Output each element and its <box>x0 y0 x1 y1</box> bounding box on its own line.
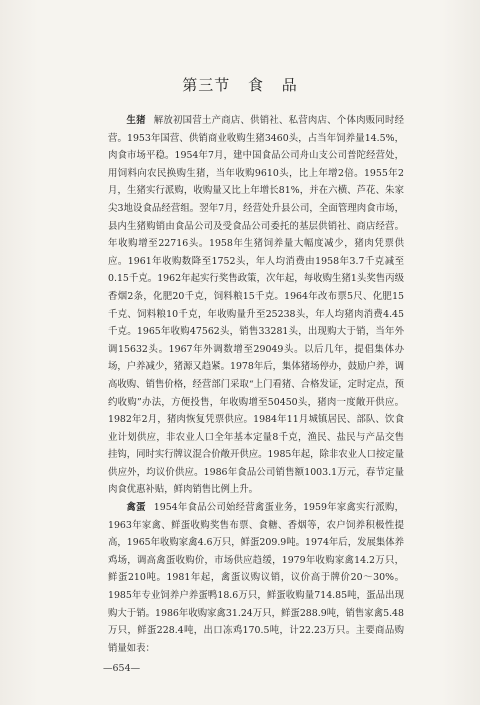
page-number: —654— <box>103 663 141 674</box>
section-title <box>0 74 480 95</box>
paragraph-lead-pigs: 生猪 <box>126 115 146 126</box>
paragraph-lead-poultry-eggs: 禽蛋 <box>126 502 146 514</box>
section-title-number: 第三节 <box>182 76 231 94</box>
paragraph-text-poultry-eggs: 1954年食品公司始经营禽蛋业务，1959年家禽实行派购，1963年家禽、鲜蛋收购奖售布票、食糖、香烟等，农户饲养积极性提高，1965年收购家禽4.6万只，鲜蛋209.9吨。1974年后，发展集体养鸡场，调高禽蛋收购价，市场供应趋缓，1979年收购家禽14.2万只，鲜蛋210吨。1981年起，禽蛋议购议销，议价高于牌价20～30%。1985年专业饲养户养蛋鸭18.6万只，鲜蛋收购量714.85吨，蛋品出现购大于销。1986年收购家禽31.24万只，鲜蛋288.9吨，销售家禽5.48万只，鲜蛋228.4吨，出口冻鸡170.5吨，计22.23万只。主要商品购销量如表： <box>108 502 404 654</box>
section-title-word-1: 食 <box>247 76 264 94</box>
body-text <box>108 112 404 657</box>
section-title-word-2: 品 <box>281 76 298 94</box>
paragraph-text-pigs: 解放初国营土产商店、供销社、私营肉店、个体肉贩同时经营。1953年国营、供销商业收购生猪3460头，占当年饲养量14.5%，肉食市场平稳。1954年7月，建中国食品公司舟山支公司普陀经营处，用饲料向农民换购生猪，当年收购9610头，比上年增2倍。1955年2月，生猪实行派购，收购量又比上年增长81%，并在六横、芦花、朱家尖3地设食品经营组。翌年7月，经营处升县公司，全面管理肉食市场，县内生猪购销由食品公司及受食品公司委托的基层供销社、商店经营。年收购增至22716头。1958年生猪饲养量大幅度减少，猪肉凭票供应。1961年收购数降至1752头，年人均消费由1958年3.7千克减至0.15千克。1962年起实行奖售政策，次年起，每收购生猪1头奖售丙级香烟2条，化肥20千克，饲料粮15千克。1964年改布票5尺、化肥15千克、饲料粮10千克，年收购量升至25238头，年人均猪肉消费4.45千克。1965年收购47562头，销售33281头，出现购大于销，当年外调15632头。1967年外调数增至29049头。以后几年，提倡集体办场，户养减少，猪源又趋紧。1978年后，集体猪场停办，鼓励户养，调高收购、销售价格，经营部门采取“上门看猪、合格发证，定时定点，预约收购”办法，方便投售，年收购增至50450头，猪肉一度敞开供应。1982年2月，猪肉恢复凭票供应。1984年11月城镇居民、部队、饮食业计划供应，非农业人口全年基本定量8千克，渔民、盐民与产品交售挂钩，同时实行牌议混合价敞开供应。1985年起，除非农业人口按定量供应外，均议价供应。1986年食品公司销售额1003.1万元，春节定量肉食优惠补贴，鲜肉销售比例上升。 <box>108 115 404 496</box>
paragraph-pigs <box>108 112 404 499</box>
paragraph-poultry-eggs <box>108 499 404 657</box>
